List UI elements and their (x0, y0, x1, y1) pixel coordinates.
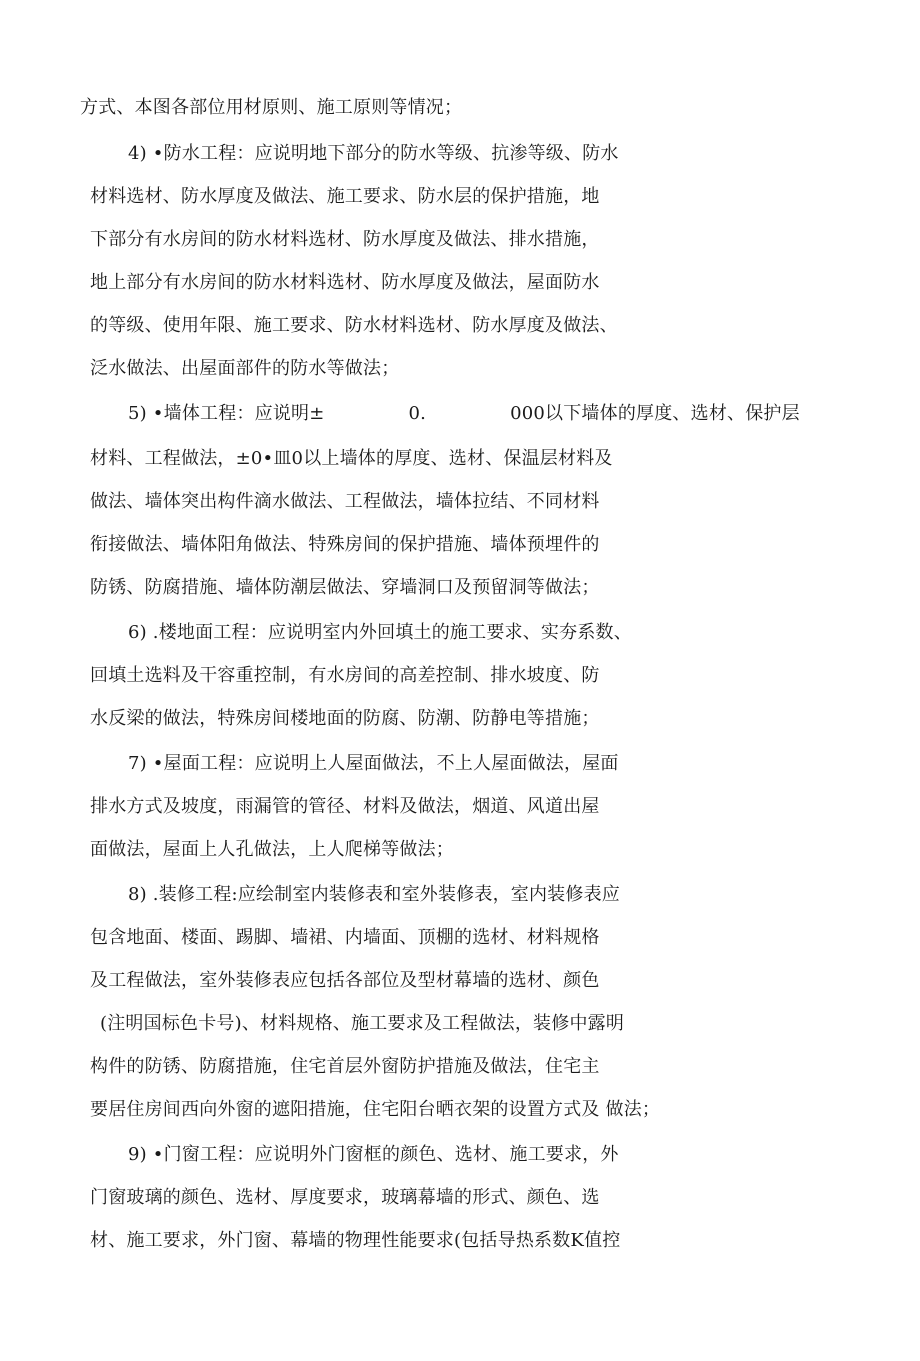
text-line: 材料选材、防水厚度及做法、施工要求、防水层的保护措施，地 (90, 186, 600, 207)
text-line: 构件的防锈、防腐措施，住宅首层外窗防护措施及做法，住宅主 (90, 1056, 600, 1077)
text-line: 方式、本图各部位用材原则、施工原则等情况； (80, 97, 463, 118)
text-line: 做法、墙体突出构件滴水做法、工程做法，墙体拉结、不同材料 (90, 491, 600, 512)
text-line: 防锈、防腐措施、墙体防潮层做法、穿墙洞口及预留洞等做法； (90, 577, 600, 598)
text-line: 材、施工要求，外门窗、幕墙的物理性能要求(包括导热系数K值控 (90, 1230, 621, 1251)
text-line: 衔接做法、墙体阳角做法、特殊房间的保护措施、墙体预埋件的 (90, 534, 600, 555)
text-line: 及工程做法，室外装修表应包括各部位及型材幕墙的选材、颜色 (90, 970, 600, 991)
text-line: 7) •屋面工程：应说明上人屋面做法，不上人屋面做法，屋面 (128, 753, 619, 774)
text-line: 排水方式及坡度，雨漏管的管径、材料及做法，烟道、风道出屋 (90, 796, 600, 817)
text-line: 下部分有水房间的防水材料选材、防水厚度及做法、排水措施， (90, 229, 600, 250)
text-line: 8) .装修工程:应绘制室内装修表和室外装修表，室内装修表应 (128, 884, 620, 905)
text-line: 6) .楼地面工程：应说明室内外回填土的施工要求、实夯系数、 (128, 622, 632, 643)
text-line: 的等级、使用年限、施工要求、防水材料选材、防水厚度及做法、 (90, 315, 618, 336)
text-line: 9) •门窗工程：应说明外门窗框的颜色、选材、施工要求，外 (128, 1144, 619, 1165)
wall-section-line (128, 402, 800, 426)
text-line: 门窗玻璃的颜色、选材、厚度要求，玻璃幕墙的形式、颜色、选 (90, 1187, 600, 1208)
text-line: 4) •防水工程：应说明地下部分的防水等级、抗渗等级、防水 (128, 143, 619, 164)
wall-line-part1: 5) •墙体工程：应说明± (128, 403, 325, 424)
text-line: 面做法，屋面上人孔做法，上人爬梯等做法； (90, 839, 454, 860)
text-line: 材料、工程做法，±0•皿0以上墙体的厚度、选材、保温层材料及 (90, 448, 613, 469)
text-line: 回填土选料及干容重控制，有水房间的高差控制、排水坡度、防 (90, 665, 600, 686)
wall-line-part2: 0. (408, 403, 427, 424)
wall-line-part3: 000以下墙体的厚度、选材、保护层 (510, 403, 800, 424)
text-line: 包含地面、楼面、踢脚、墙裙、内墙面、顶棚的选材、材料规格 (90, 927, 600, 948)
text-line: 泛水做法、出屋面部件的防水等做法； (90, 358, 400, 379)
text-line: 地上部分有水房间的防水材料选材、防水厚度及做法，屋面防水 (90, 272, 600, 293)
text-line: (注明国标色卡号)、材料规格、施工要求及工程做法，装修中露明 (100, 1013, 625, 1034)
text-line: 水反梁的做法，特殊房间楼地面的防腐、防潮、防静电等措施； (90, 708, 600, 729)
text-line: 要居住房间西向外窗的遮阳措施，住宅阳台晒衣架的设置方式及 做法； (90, 1099, 661, 1120)
